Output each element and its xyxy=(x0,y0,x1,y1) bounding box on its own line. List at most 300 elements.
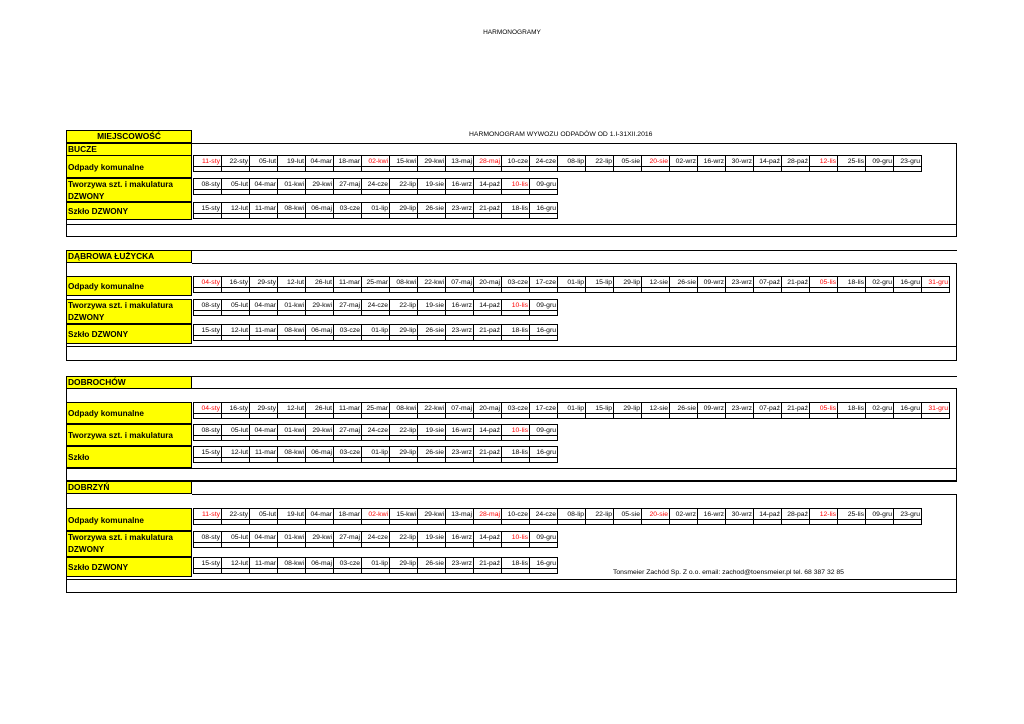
spacer-cell xyxy=(418,519,446,525)
pickup-date: 30-wrz xyxy=(726,509,754,520)
pickup-date: 23-gru xyxy=(894,156,922,167)
spacer-cell xyxy=(670,519,698,525)
spacer-cell xyxy=(446,189,474,195)
spacer-cell xyxy=(838,519,866,525)
spacer-cell xyxy=(390,287,418,293)
spacer-cell xyxy=(754,166,782,172)
pickup-date: 09-gru xyxy=(866,156,894,167)
section-name-line xyxy=(192,481,957,482)
pickup-date: 26-lut xyxy=(306,277,334,288)
row-label xyxy=(66,299,192,324)
pickup-date: 04-mar xyxy=(250,532,278,543)
section-last-row-line xyxy=(66,346,957,347)
spacer-cell xyxy=(474,213,502,219)
row-label xyxy=(66,324,192,344)
spacer-cell xyxy=(250,435,278,441)
pickup-date: 15-kwi xyxy=(390,156,418,167)
pickup-date: 23-wrz xyxy=(726,277,754,288)
spacer-cell xyxy=(866,413,894,419)
spacer-cell xyxy=(418,166,446,172)
spacer-cell xyxy=(334,213,362,219)
spacer-cell xyxy=(810,166,838,172)
pickup-date: 09-wrz xyxy=(698,403,726,414)
pickup-date: 02-wrz xyxy=(670,509,698,520)
spacer-cell xyxy=(334,568,362,574)
pickup-date: 19-sie xyxy=(418,532,446,543)
pickup-date: 21-paź xyxy=(782,277,810,288)
spacer-cell xyxy=(698,166,726,172)
pickup-date: 18-mar xyxy=(334,156,362,167)
spacer-cell xyxy=(306,189,334,195)
date-strip-spacer xyxy=(193,335,558,341)
pickup-date: 05-sie xyxy=(614,156,642,167)
spacer-cell xyxy=(418,457,446,463)
row-label-line1: Odpady komunalne xyxy=(68,409,144,418)
spacer-cell xyxy=(586,413,614,419)
pickup-date: 03-cze xyxy=(334,325,362,336)
pickup-date: 16-gru xyxy=(530,447,558,458)
spacer-cell xyxy=(782,166,810,172)
pickup-date: 12-lut xyxy=(278,403,306,414)
spacer-cell xyxy=(614,166,642,172)
pickup-date: 29-kwi xyxy=(306,532,334,543)
spacer-cell xyxy=(390,213,418,219)
pickup-date: 05-lis xyxy=(810,277,838,288)
pickup-date: 21-paź xyxy=(782,403,810,414)
pickup-date: 02-kwi xyxy=(362,156,390,167)
spacer-cell xyxy=(726,287,754,293)
spacer-cell xyxy=(502,310,530,316)
pickup-date: 04-mar xyxy=(306,509,334,520)
pickup-date: 01-lip xyxy=(362,325,390,336)
pickup-date: 05-lut xyxy=(250,156,278,167)
company-footer: Tonsmeier Zachód Sp. Z o.o. email: zachod@toensmeier.pl tel. 68 387 32 85 xyxy=(613,569,844,576)
spacer-cell xyxy=(250,519,278,525)
title-row-line xyxy=(192,143,957,144)
spacer-cell xyxy=(306,435,334,441)
pickup-date: 12-sie xyxy=(642,403,670,414)
pickup-date: 01-kwi xyxy=(278,532,306,543)
spacer-cell xyxy=(558,166,586,172)
pickup-date: 04-mar xyxy=(250,425,278,436)
pickup-date: 23-wrz xyxy=(446,203,474,214)
row-label-line1: Tworzywa szt. i makulatura xyxy=(68,533,173,542)
pickup-date: 19-sie xyxy=(418,300,446,311)
spacer-cell xyxy=(446,568,474,574)
pickup-date: 15-lip xyxy=(586,277,614,288)
spacer-cell xyxy=(446,166,474,172)
spacer-cell xyxy=(894,166,922,172)
row-label xyxy=(66,424,192,446)
pickup-date: 02-wrz xyxy=(670,156,698,167)
pickup-date: 18-lis xyxy=(502,325,530,336)
pickup-date: 01-lip xyxy=(558,277,586,288)
pickup-date: 24-cze xyxy=(362,532,390,543)
spacer-cell xyxy=(642,166,670,172)
spacer-cell xyxy=(838,166,866,172)
spacer-cell xyxy=(502,213,530,219)
pickup-date: 24-cze xyxy=(362,300,390,311)
pickup-date: 22-sty xyxy=(222,156,250,167)
pickup-date: 23-gru xyxy=(894,509,922,520)
pickup-date: 16-gru xyxy=(894,403,922,414)
spacer-cell xyxy=(558,519,586,525)
spacer-cell xyxy=(222,413,250,419)
spacer-cell xyxy=(334,335,362,341)
pickup-date: 12-lut xyxy=(222,447,250,458)
pickup-date: 24-cze xyxy=(362,425,390,436)
pickup-date: 12-lut xyxy=(278,277,306,288)
pickup-date: 15-sty xyxy=(194,203,222,214)
pickup-date: 22-lip xyxy=(390,425,418,436)
pickup-date: 16-wrz xyxy=(698,156,726,167)
spacer-cell xyxy=(614,413,642,419)
row-label-line1: Tworzywa szt. i makulatura xyxy=(68,180,173,189)
section-last-row-line xyxy=(66,579,957,580)
pickup-date: 05-lut xyxy=(250,509,278,520)
spacer-cell xyxy=(754,413,782,419)
pickup-date: 20-maj xyxy=(474,277,502,288)
pickup-date: 08-lip xyxy=(558,156,586,167)
spacer-cell xyxy=(362,435,390,441)
spacer-cell xyxy=(530,542,558,548)
pickup-date: 23-wrz xyxy=(446,447,474,458)
spacer-cell xyxy=(334,310,362,316)
spacer-cell xyxy=(334,189,362,195)
spacer-cell xyxy=(250,413,278,419)
spacer-cell xyxy=(390,457,418,463)
spacer-cell xyxy=(502,335,530,341)
pickup-date: 14-paź xyxy=(754,156,782,167)
pickup-date: 31-gru xyxy=(922,403,950,414)
section-name: DĄBROWA ŁUŻYCKA xyxy=(66,250,192,263)
pickup-date: 20-sie xyxy=(642,156,670,167)
pickup-date: 10-lis xyxy=(502,300,530,311)
pickup-date: 01-kwi xyxy=(278,179,306,190)
spacer-cell xyxy=(390,435,418,441)
pickup-date: 09-gru xyxy=(530,532,558,543)
spacer-cell xyxy=(418,310,446,316)
spacer-cell xyxy=(306,335,334,341)
spacer-cell xyxy=(418,213,446,219)
spacer-cell xyxy=(362,213,390,219)
spacer-cell xyxy=(474,457,502,463)
spacer-cell xyxy=(390,519,418,525)
pickup-date: 11-mar xyxy=(250,203,278,214)
pickup-date: 22-lip xyxy=(390,300,418,311)
pickup-date: 29-kwi xyxy=(306,300,334,311)
row-label-line2: DZWONY xyxy=(68,192,105,201)
spacer-cell xyxy=(222,310,250,316)
spacer-cell xyxy=(334,457,362,463)
spacer-cell xyxy=(390,166,418,172)
spacer-cell xyxy=(194,457,222,463)
spacer-cell xyxy=(474,435,502,441)
pickup-date: 11-sty xyxy=(194,156,222,167)
spacer-cell xyxy=(782,287,810,293)
spacer-cell xyxy=(278,413,306,419)
spacer-cell xyxy=(278,457,306,463)
spacer-cell xyxy=(502,287,530,293)
pickup-date: 27-maj xyxy=(334,300,362,311)
spacer-cell xyxy=(530,568,558,574)
row-label-line1: Odpady komunalne xyxy=(68,282,144,291)
pickup-date: 22-lip xyxy=(390,532,418,543)
spacer-cell xyxy=(222,542,250,548)
pickup-date: 02-gru xyxy=(866,403,894,414)
pickup-date: 27-maj xyxy=(334,425,362,436)
spacer-cell xyxy=(474,310,502,316)
column-header-miejscowosc: MIEJSCOWOŚĆ xyxy=(66,130,192,143)
pickup-date: 17-cze xyxy=(530,403,558,414)
spacer-cell xyxy=(390,413,418,419)
pickup-date: 04-sty xyxy=(194,403,222,414)
spacer-cell xyxy=(838,413,866,419)
pickup-date: 16-wrz xyxy=(698,509,726,520)
pickup-date: 06-maj xyxy=(306,558,334,569)
spacer-cell xyxy=(362,568,390,574)
pickup-date: 22-lip xyxy=(390,179,418,190)
spacer-cell xyxy=(194,568,222,574)
spacer-cell xyxy=(194,189,222,195)
pickup-date: 22-lip xyxy=(586,156,614,167)
pickup-date: 21-paź xyxy=(474,447,502,458)
spacer-cell xyxy=(586,519,614,525)
spacer-cell xyxy=(838,287,866,293)
spacer-cell xyxy=(334,166,362,172)
pickup-date: 20-sie xyxy=(642,509,670,520)
pickup-date: 12-lis xyxy=(810,509,838,520)
pickup-date: 07-maj xyxy=(446,403,474,414)
pickup-date: 28-paź xyxy=(782,509,810,520)
spacer-cell xyxy=(446,519,474,525)
row-label-line1: Tworzywa szt. i makulatura xyxy=(68,431,173,440)
spacer-cell xyxy=(698,287,726,293)
row-label-line1: Odpady komunalne xyxy=(68,163,144,172)
section-name: DOBROCHÓW xyxy=(66,376,192,389)
spacer-cell xyxy=(250,310,278,316)
pickup-date: 21-paź xyxy=(474,325,502,336)
pickup-date: 27-maj xyxy=(334,179,362,190)
spacer-cell xyxy=(250,568,278,574)
row-label xyxy=(66,202,192,220)
pickup-date: 28-maj xyxy=(474,156,502,167)
spacer-cell xyxy=(446,542,474,548)
pickup-date: 14-paź xyxy=(474,425,502,436)
spacer-cell xyxy=(698,413,726,419)
pickup-date: 15-lip xyxy=(586,403,614,414)
spacer-cell xyxy=(390,189,418,195)
spacer-cell xyxy=(810,519,838,525)
pickup-date: 11-mar xyxy=(250,447,278,458)
section-name-line xyxy=(192,250,957,251)
row-label-line2: DZWONY xyxy=(68,545,105,554)
pickup-date: 30-wrz xyxy=(726,156,754,167)
pickup-date: 31-gru xyxy=(922,277,950,288)
pickup-date: 19-lut xyxy=(278,156,306,167)
row-label xyxy=(66,178,192,202)
pickup-date: 06-maj xyxy=(306,447,334,458)
pickup-date: 29-lip xyxy=(390,203,418,214)
spacer-cell xyxy=(194,166,222,172)
spacer-cell xyxy=(306,213,334,219)
spacer-cell xyxy=(222,568,250,574)
spacer-cell xyxy=(194,542,222,548)
spacer-cell xyxy=(334,435,362,441)
pickup-date: 03-cze xyxy=(334,558,362,569)
spacer-cell xyxy=(278,310,306,316)
spacer-cell xyxy=(250,213,278,219)
spacer-cell xyxy=(810,287,838,293)
pickup-date: 23-wrz xyxy=(446,558,474,569)
pickup-date: 26-sie xyxy=(670,277,698,288)
pickup-date: 15-sty xyxy=(194,447,222,458)
row-label-line1: Szkło DZWONY xyxy=(68,563,129,572)
pickup-date: 24-cze xyxy=(530,156,558,167)
pickup-date: 05-lut xyxy=(222,179,250,190)
pickup-date: 16-wrz xyxy=(446,532,474,543)
pickup-date: 12-lut xyxy=(222,325,250,336)
pickup-date: 10-cze xyxy=(502,156,530,167)
pickup-date: 04-mar xyxy=(306,156,334,167)
spacer-cell xyxy=(334,519,362,525)
pickup-date: 25-mar xyxy=(362,403,390,414)
spacer-cell xyxy=(922,287,950,293)
spacer-cell xyxy=(418,435,446,441)
spacer-cell xyxy=(222,457,250,463)
spacer-cell xyxy=(362,335,390,341)
section-name-bucze: BUCZE xyxy=(66,143,192,156)
row-label-line1: Tworzywa szt. i makulatura xyxy=(68,301,173,310)
pickup-date: 08-kwi xyxy=(278,447,306,458)
spacer-cell xyxy=(782,519,810,525)
spacer-cell xyxy=(446,287,474,293)
pickup-date: 01-kwi xyxy=(278,425,306,436)
spacer-cell xyxy=(754,519,782,525)
pickup-date: 09-gru xyxy=(530,300,558,311)
section-name-line xyxy=(192,376,957,377)
pickup-date: 16-sty xyxy=(222,403,250,414)
pickup-date: 05-sie xyxy=(614,509,642,520)
pickup-date: 21-paź xyxy=(474,203,502,214)
row-label xyxy=(66,508,192,531)
spacer-cell xyxy=(558,287,586,293)
spacer-cell xyxy=(614,519,642,525)
spacer-cell xyxy=(250,542,278,548)
spacer-cell xyxy=(502,542,530,548)
date-strip-spacer xyxy=(193,519,922,525)
spacer-cell xyxy=(250,335,278,341)
spacer-cell xyxy=(530,413,558,419)
spacer-cell xyxy=(306,519,334,525)
spacer-cell xyxy=(866,166,894,172)
spacer-cell xyxy=(390,542,418,548)
spacer-cell xyxy=(502,519,530,525)
spacer-cell xyxy=(474,287,502,293)
pickup-date: 24-cze xyxy=(530,509,558,520)
pickup-date: 11-mar xyxy=(250,558,278,569)
pickup-date: 26-lut xyxy=(306,403,334,414)
pickup-date: 11-sty xyxy=(194,509,222,520)
pickup-date: 29-lip xyxy=(390,325,418,336)
spacer-cell xyxy=(446,310,474,316)
pickup-date: 09-gru xyxy=(530,425,558,436)
pickup-date: 23-wrz xyxy=(446,325,474,336)
pickup-date: 16-wrz xyxy=(446,300,474,311)
pickup-date: 05-lis xyxy=(810,403,838,414)
pickup-date: 19-sie xyxy=(418,179,446,190)
spacer-cell xyxy=(670,166,698,172)
pickup-date: 16-sty xyxy=(222,277,250,288)
spacer-cell xyxy=(222,189,250,195)
date-strip-spacer xyxy=(193,287,950,293)
date-strip-spacer xyxy=(193,542,558,548)
date-strip-spacer xyxy=(193,213,558,219)
pickup-date: 11-mar xyxy=(334,403,362,414)
pickup-date: 26-sie xyxy=(418,558,446,569)
pickup-date: 12-lis xyxy=(810,156,838,167)
pickup-date: 05-lut xyxy=(222,425,250,436)
pickup-date: 22-kwi xyxy=(418,277,446,288)
pickup-date: 01-lip xyxy=(362,558,390,569)
pickup-date: 12-lut xyxy=(222,558,250,569)
row-label xyxy=(66,402,192,424)
pickup-date: 14-paź xyxy=(474,532,502,543)
spacer-cell xyxy=(418,542,446,548)
pickup-date: 10-lis xyxy=(502,179,530,190)
pickup-date: 10-cze xyxy=(502,509,530,520)
spacer-cell xyxy=(726,519,754,525)
spacer-cell xyxy=(614,287,642,293)
date-strip-spacer xyxy=(193,568,558,574)
pickup-date: 22-lip xyxy=(586,509,614,520)
pickup-date: 08-sty xyxy=(194,179,222,190)
spacer-cell xyxy=(502,568,530,574)
pickup-date: 08-kwi xyxy=(278,325,306,336)
pickup-date: 08-sty xyxy=(194,300,222,311)
spacer-cell xyxy=(530,310,558,316)
pickup-date: 28-maj xyxy=(474,509,502,520)
row-label xyxy=(66,276,192,296)
pickup-date: 08-sty xyxy=(194,425,222,436)
spacer-cell xyxy=(474,519,502,525)
pickup-date: 26-sie xyxy=(418,203,446,214)
spacer-cell xyxy=(306,568,334,574)
section-bottom-line xyxy=(66,592,192,593)
pickup-date: 08-lip xyxy=(558,509,586,520)
pickup-date: 08-kwi xyxy=(278,203,306,214)
spacer-cell xyxy=(362,519,390,525)
pickup-date: 18-lis xyxy=(502,447,530,458)
spacer-cell xyxy=(502,189,530,195)
pickup-date: 27-maj xyxy=(334,532,362,543)
pickup-date: 03-cze xyxy=(502,277,530,288)
spacer-cell xyxy=(782,413,810,419)
spacer-cell xyxy=(726,413,754,419)
spacer-cell xyxy=(894,287,922,293)
spacer-cell xyxy=(474,568,502,574)
pickup-date: 03-cze xyxy=(334,447,362,458)
pickup-date: 04-mar xyxy=(250,179,278,190)
date-strip-spacer xyxy=(193,413,950,419)
page-header: HARMONOGRAMY xyxy=(483,29,541,36)
pickup-date: 06-maj xyxy=(306,325,334,336)
spacer-cell xyxy=(894,413,922,419)
date-strip-spacer xyxy=(193,435,558,441)
pickup-date: 19-lut xyxy=(278,509,306,520)
spacer-cell xyxy=(306,310,334,316)
date-strip-spacer xyxy=(193,310,558,316)
